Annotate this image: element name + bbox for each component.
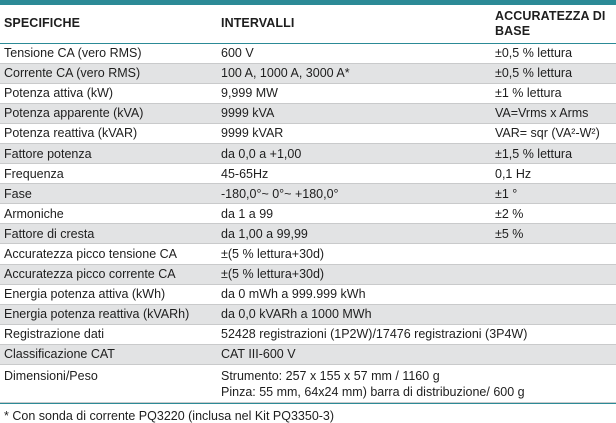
- accuracy-cell: ±1 % lettura: [491, 83, 616, 103]
- range-cell: 9,999 MW: [217, 83, 491, 103]
- accuracy-cell: ±2 %: [491, 204, 616, 224]
- range-cell: 9999 kVAR: [217, 123, 491, 143]
- spec-table: [0, 5, 616, 403]
- table-row: [0, 63, 616, 83]
- spec-cell: Tensione CA (vero RMS): [0, 43, 217, 63]
- accuracy-cell: ±0,5 % lettura: [491, 43, 616, 63]
- range-cell: da 0,0 a +1,00: [217, 143, 491, 163]
- spec-cell: Fase: [0, 184, 217, 204]
- range-cell: 52428 registrazioni (1P2W)/17476 registrazioni (3P4W): [217, 324, 616, 344]
- spec-cell: Frequenza: [0, 164, 217, 184]
- accuracy-cell: 0,1 Hz: [491, 164, 616, 184]
- spec-cell: Registrazione dati: [0, 324, 217, 344]
- range-cell: 600 V: [217, 43, 491, 63]
- table-row: [0, 83, 616, 103]
- header-accuratezza: ACCURATEZZA DI BASE: [491, 5, 616, 43]
- range-cell: da 0,0 kVARh a 1000 MWh: [217, 304, 491, 324]
- spec-cell: Dimensioni/Peso: [0, 365, 217, 403]
- spec-cell: Potenza apparente (kVA): [0, 103, 217, 123]
- table-row: [0, 43, 616, 63]
- table-row: [0, 204, 616, 224]
- spec-cell: Energia potenza reattiva (kVARh): [0, 304, 217, 324]
- table-row: [0, 224, 616, 244]
- header-row: [0, 5, 616, 43]
- accuracy-cell: [491, 304, 616, 324]
- table-row: [0, 164, 616, 184]
- spec-cell: Fattore di cresta: [0, 224, 217, 244]
- footnote: * Con sonda di corrente PQ3220 (inclusa nel Kit PQ3350-3): [0, 403, 616, 423]
- range-cell: da 1 a 99: [217, 204, 491, 224]
- table-row: [0, 143, 616, 163]
- range-cell: da 0 mWh a 999.999 kWh: [217, 284, 491, 304]
- table-row: [0, 344, 616, 364]
- header-intervalli: INTERVALLI: [217, 5, 491, 43]
- table-row: [0, 284, 616, 304]
- spec-cell: Accuratezza picco tensione CA: [0, 244, 217, 264]
- spec-cell: Fattore potenza: [0, 143, 217, 163]
- spec-cell: Armoniche: [0, 204, 217, 224]
- accuracy-cell: [491, 244, 616, 264]
- table-row: [0, 123, 616, 143]
- spec-cell: Potenza attiva (kW): [0, 83, 217, 103]
- header-specifiche: SPECIFICHE: [0, 5, 217, 43]
- spec-cell: Potenza reattiva (kVAR): [0, 123, 217, 143]
- accuracy-cell: [491, 344, 616, 364]
- range-cell: [217, 365, 616, 403]
- accuracy-cell: VAR= sqr (VA²-W²): [491, 123, 616, 143]
- table-row: [0, 184, 616, 204]
- accuracy-cell: ±1 °: [491, 184, 616, 204]
- accuracy-cell: [491, 284, 616, 304]
- spec-cell: Accuratezza picco corrente CA: [0, 264, 217, 284]
- table-row: [0, 304, 616, 324]
- range-cell: 45-65Hz: [217, 164, 491, 184]
- range-cell: ±(5 % lettura+30d): [217, 264, 491, 284]
- accuracy-cell: [491, 264, 616, 284]
- range-cell: 9999 kVA: [217, 103, 491, 123]
- accuracy-cell: ±0,5 % lettura: [491, 63, 616, 83]
- table-row: [0, 264, 616, 284]
- spec-cell: Corrente CA (vero RMS): [0, 63, 217, 83]
- accuracy-cell: ±1,5 % lettura: [491, 143, 616, 163]
- table-row: [0, 244, 616, 264]
- range-line-clamp: Pinza: 55 mm, 64x24 mm) barra di distribuzione/ 600 g: [221, 385, 525, 399]
- table-row: [0, 103, 616, 123]
- accuracy-cell: VA=Vrms x Arms: [491, 103, 616, 123]
- range-cell: CAT III-600 V: [217, 344, 491, 364]
- table-row: [0, 324, 616, 344]
- range-cell: da 1,00 a 99,99: [217, 224, 491, 244]
- range-cell: 100 A, 1000 A, 3000 A*: [217, 63, 491, 83]
- range-cell: -180,0°~ 0°~ +180,0°: [217, 184, 491, 204]
- spec-cell: Classificazione CAT: [0, 344, 217, 364]
- range-line-instrument: Strumento: 257 x 155 x 57 mm / 1160 g: [221, 369, 440, 383]
- spec-cell: Energia potenza attiva (kWh): [0, 284, 217, 304]
- range-cell: ±(5 % lettura+30d): [217, 244, 491, 264]
- table-row: [0, 365, 616, 403]
- accuracy-cell: ±5 %: [491, 224, 616, 244]
